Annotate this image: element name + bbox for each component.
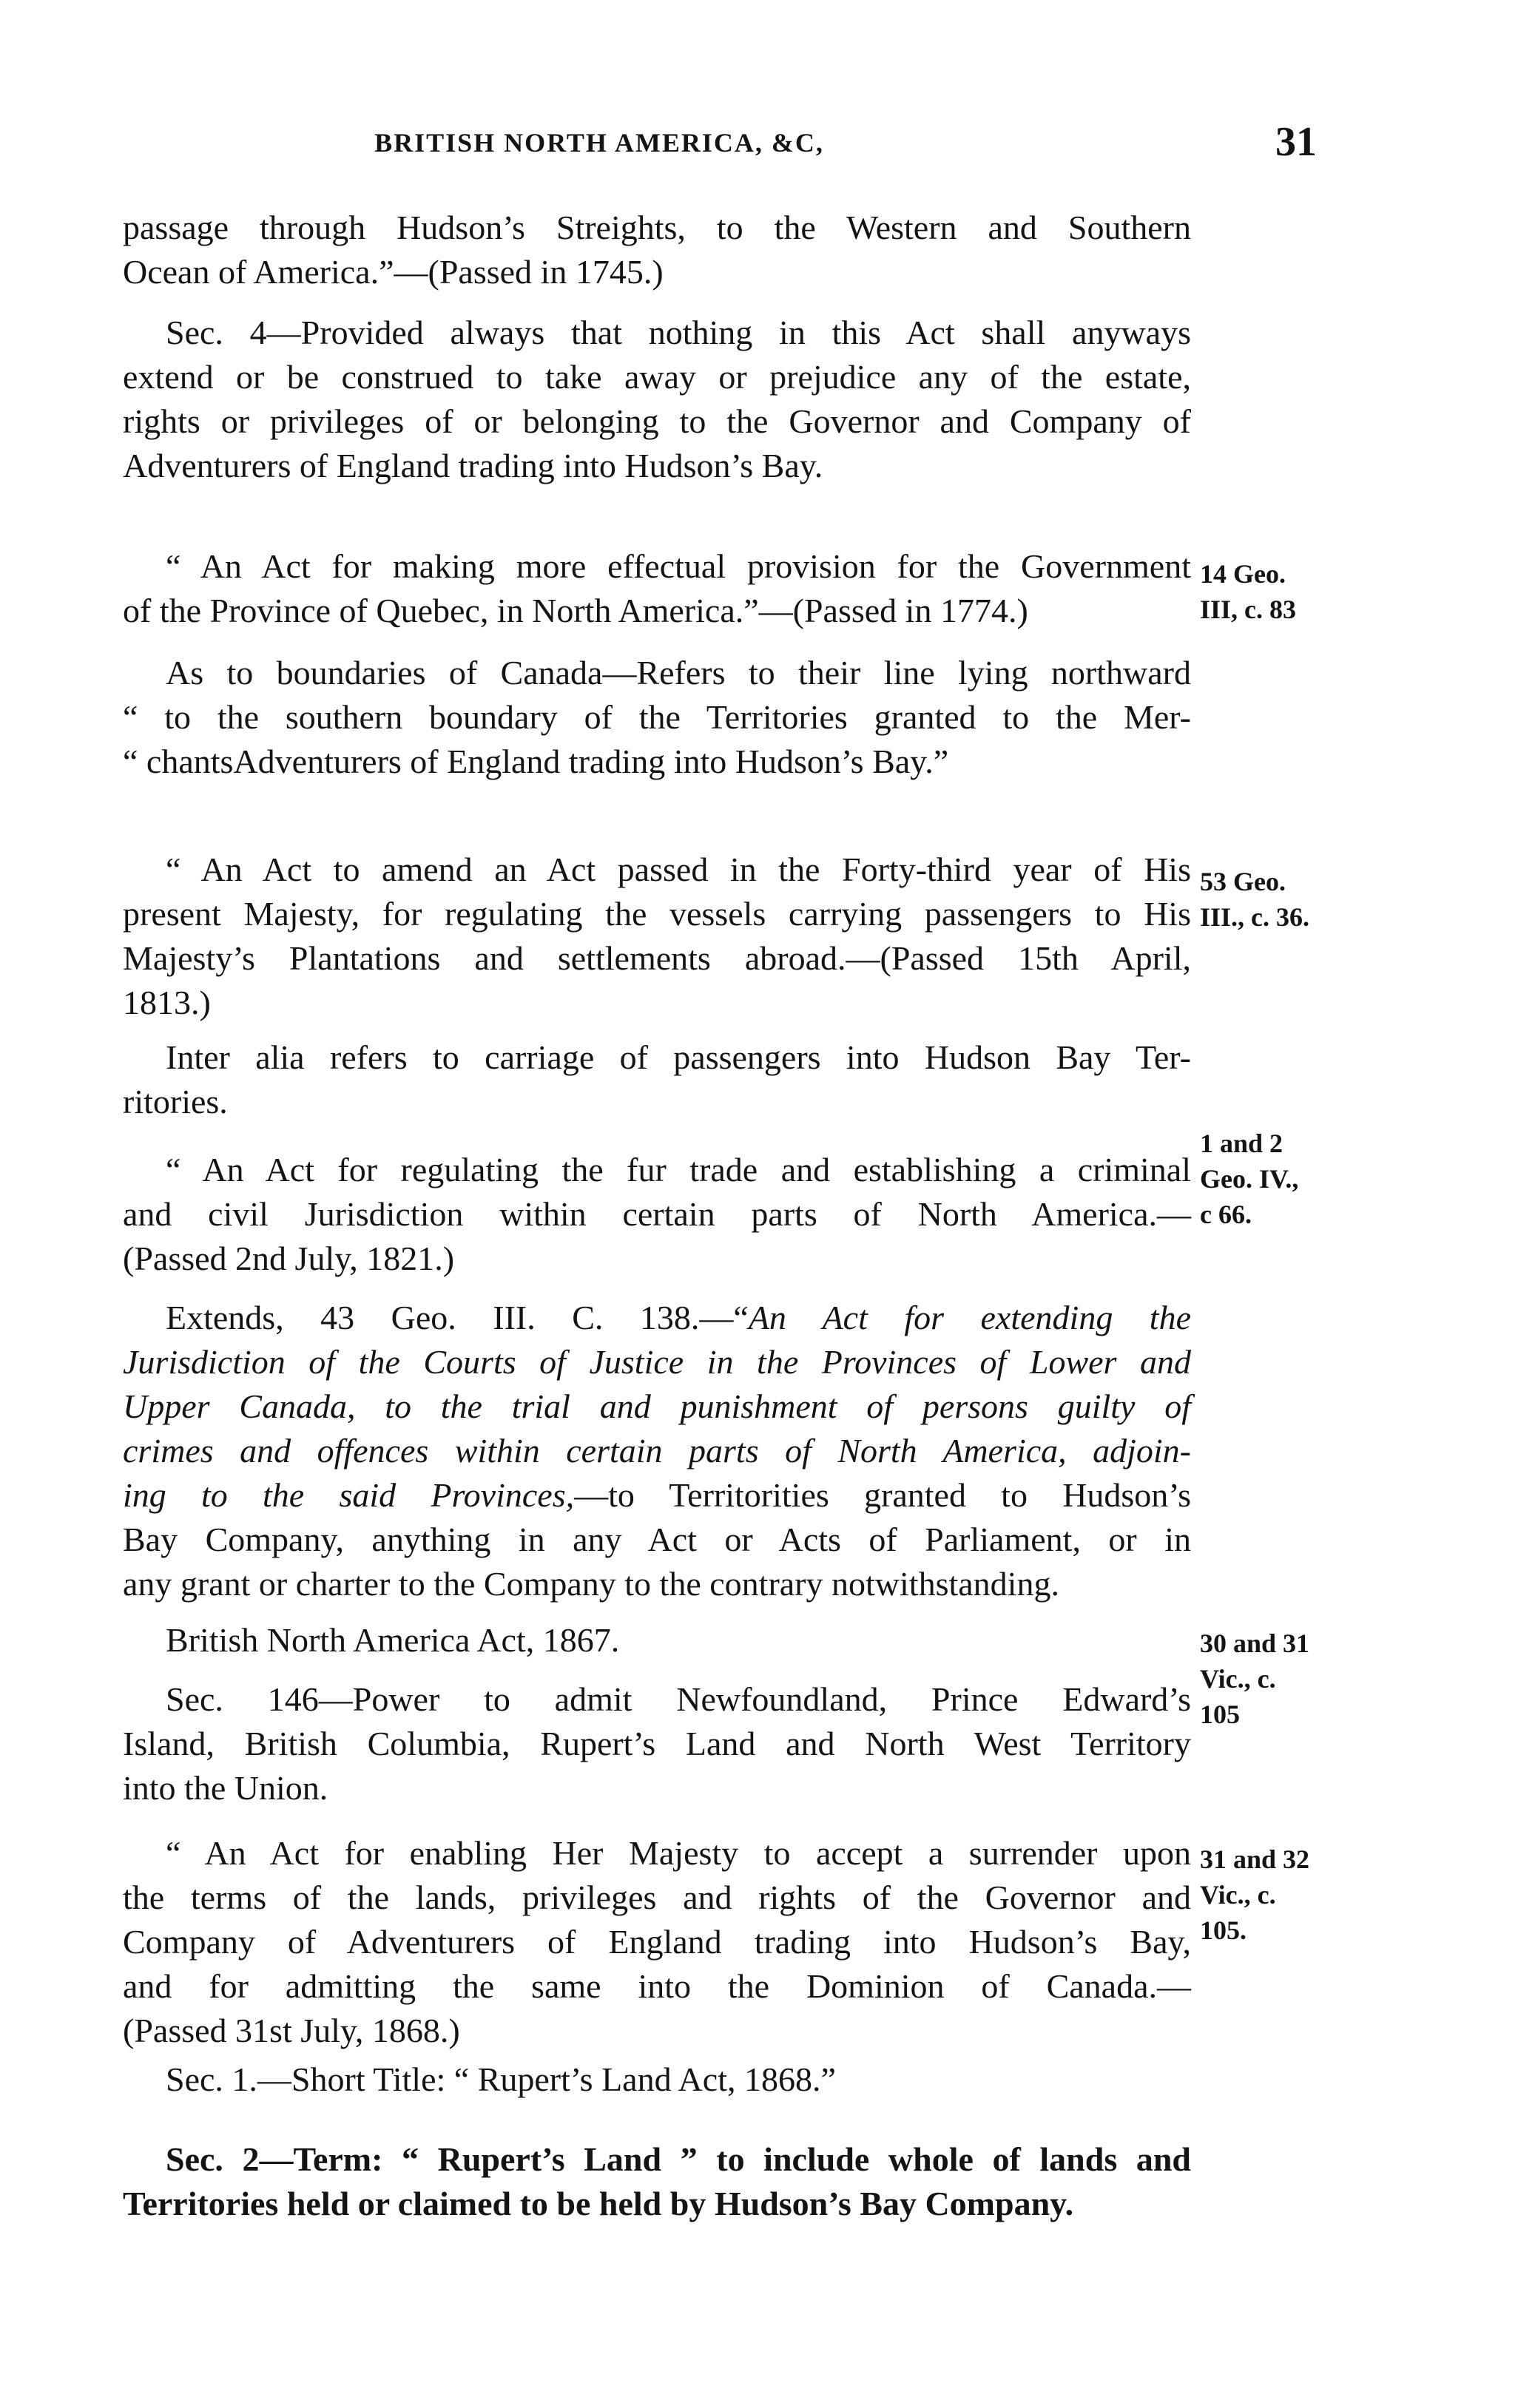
margin-note-30-and-31-vic [1200, 1626, 1407, 1732]
margin-note-line: 14 Geo. [1200, 559, 1286, 589]
text-line: present Majesty, for regulating the vessels carrying passengers to His [123, 895, 1191, 933]
margin-note-1-and-2-geo [1200, 1126, 1407, 1232]
margin-note-line: 105 [1200, 1700, 1240, 1729]
text-line [123, 1473, 1191, 1518]
text-line: Territories held or claimed to be held by Hudson’s Bay Company. [123, 2185, 1074, 2222]
text-line: Inter alia refers to carriage of passengers into Hudson Bay Ter- [166, 1038, 1191, 1076]
margin-note-14-geo [1200, 556, 1407, 627]
text-line: of the Province of Quebec, in North America.”—(Passed in 1774.) [123, 592, 1028, 629]
text-line: the terms of the lands, privileges and rights of the Governor and [123, 1878, 1191, 1916]
text-line [123, 1296, 1191, 1340]
text-line: “ An Act to amend an Act passed in the Forty-third year of His [166, 850, 1191, 888]
text-line: As to boundaries of Canada—Refers to their line lying northward [166, 654, 1191, 691]
paragraph-passage [123, 206, 1191, 294]
text-line: any grant or charter to the Company to the contrary notwithstanding. [123, 1565, 1059, 1603]
text-line: and for admitting the same into the Dominion of Canada.— [123, 1967, 1191, 2005]
text-line: 1813.) [123, 984, 211, 1021]
margin-note-line: Vic., c. [1200, 1664, 1276, 1694]
text-line: Sec. 4—Provided always that nothing in this Act shall anyways [166, 314, 1191, 351]
text-line: Adventurers of England trading into Hudson’s Bay. [123, 447, 823, 484]
paragraph-term [123, 2137, 1191, 2226]
text-line: (Passed 2nd July, 1821.) [123, 1239, 455, 1277]
text-line: and civil Jurisdiction within certain parts of North America.— [123, 1195, 1191, 1233]
margin-note-53-geo [1200, 864, 1407, 935]
margin-note-line: III., c. 36. [1200, 902, 1310, 932]
text-line: “ An Act for enabling Her Majesty to accept a surrender upon [166, 1834, 1191, 1872]
text-line: “ An Act for regulating the fur trade and establishing a criminal [166, 1151, 1191, 1188]
paragraph-passengers-act [123, 848, 1191, 1025]
text-line: “ chantsAdventurers of England trading into Hudson’s Bay.” [123, 743, 949, 780]
text-line: Upper Canada, to the trial and punishment of persons guilty of [123, 1387, 1191, 1425]
text-run: —to Territorities granted to Hudson’s [574, 1476, 1191, 1514]
paragraph-ruperts-land-act [123, 1831, 1191, 2053]
text-run: Extends, 43 Geo. III. C. 138.—“ [166, 1299, 749, 1336]
text-line: Company of Adventurers of England trading into Hudson’s Bay, [123, 1923, 1191, 1961]
margin-note-line: 1 and 2 [1200, 1129, 1283, 1158]
margin-note-31-and-32-vic [1200, 1841, 1407, 1948]
margin-note-line: 53 Geo. [1200, 867, 1286, 896]
margin-note-line: Vic., c. [1200, 1880, 1276, 1910]
margin-note-line: 31 and 32 [1200, 1844, 1310, 1874]
text-line: Island, British Columbia, Rupert’s Land and North West Territory [123, 1725, 1191, 1762]
paragraph-fur-trade-act [123, 1148, 1191, 1281]
text-line: rights or privileges of or belonging to the Governor and Company of [123, 402, 1191, 440]
text-line: into the Union. [123, 1769, 328, 1807]
text-line: British North America Act, 1867. [166, 1621, 620, 1659]
text-line: Sec. 146—Power to admit Newfoundland, Prince Edward’s [166, 1680, 1191, 1718]
text-line: crimes and offences within certain parts of North America, adjoin- [123, 1432, 1191, 1470]
text-line: Jurisdiction of the Courts of Justice in the Provinces of Lower and [123, 1343, 1191, 1381]
paragraph-inter-alia [123, 1035, 1191, 1124]
text-line: “ An Act for making more effectual provision for the Government [166, 547, 1191, 585]
text-line: “ to the southern boundary of the Territories granted to the Mer- [123, 698, 1191, 736]
text-run-italic: An Act for extending the [748, 1299, 1191, 1336]
text-line: Sec. 1.—Short Title: “ Rupert’s Land Act, 1868.” [166, 2060, 836, 2098]
text-line: Ocean of America.”—(Passed in 1745.) [123, 253, 664, 291]
page-number: 31 [1275, 119, 1317, 165]
margin-note-line: c 66. [1200, 1200, 1252, 1229]
margin-note-line: Geo. IV., [1200, 1164, 1299, 1194]
margin-note-line: 105. [1200, 1915, 1247, 1945]
paragraph-boundaries [123, 651, 1191, 784]
text-run-italic: ing to the said Provinces, [123, 1476, 575, 1514]
text-line: ritories. [123, 1083, 228, 1120]
text-line: Bay Company, anything in any Act or Acts of Parliament, or in [123, 1521, 1191, 1558]
margin-note-line: 30 and 31 [1200, 1629, 1310, 1658]
text-line: extend or be construed to take away or prejudice any of the estate, [123, 358, 1191, 396]
text-line: passage through Hudson’s Streights, to the Western and Southern [123, 209, 1191, 246]
paragraph-bna-act [123, 1618, 1191, 1663]
text-line: Sec. 2—Term: “ Rupert’s Land ” to include whole of lands and [166, 2140, 1191, 2178]
text-line: (Passed 31st July, 1868.) [123, 2012, 460, 2049]
text-line: Majesty’s Plantations and settlements abroad.—(Passed 15th April, [123, 939, 1191, 977]
paragraph-quebec-act [123, 544, 1191, 633]
paragraph-extends [123, 1296, 1191, 1606]
margin-note-line: III, c. 83 [1200, 595, 1297, 624]
paragraph-sec-4 [123, 311, 1191, 488]
paragraph-short-title [123, 2057, 1191, 2102]
running-header: BRITISH NORTH AMERICA, &C, [374, 128, 824, 158]
paragraph-sec-146 [123, 1677, 1191, 1810]
